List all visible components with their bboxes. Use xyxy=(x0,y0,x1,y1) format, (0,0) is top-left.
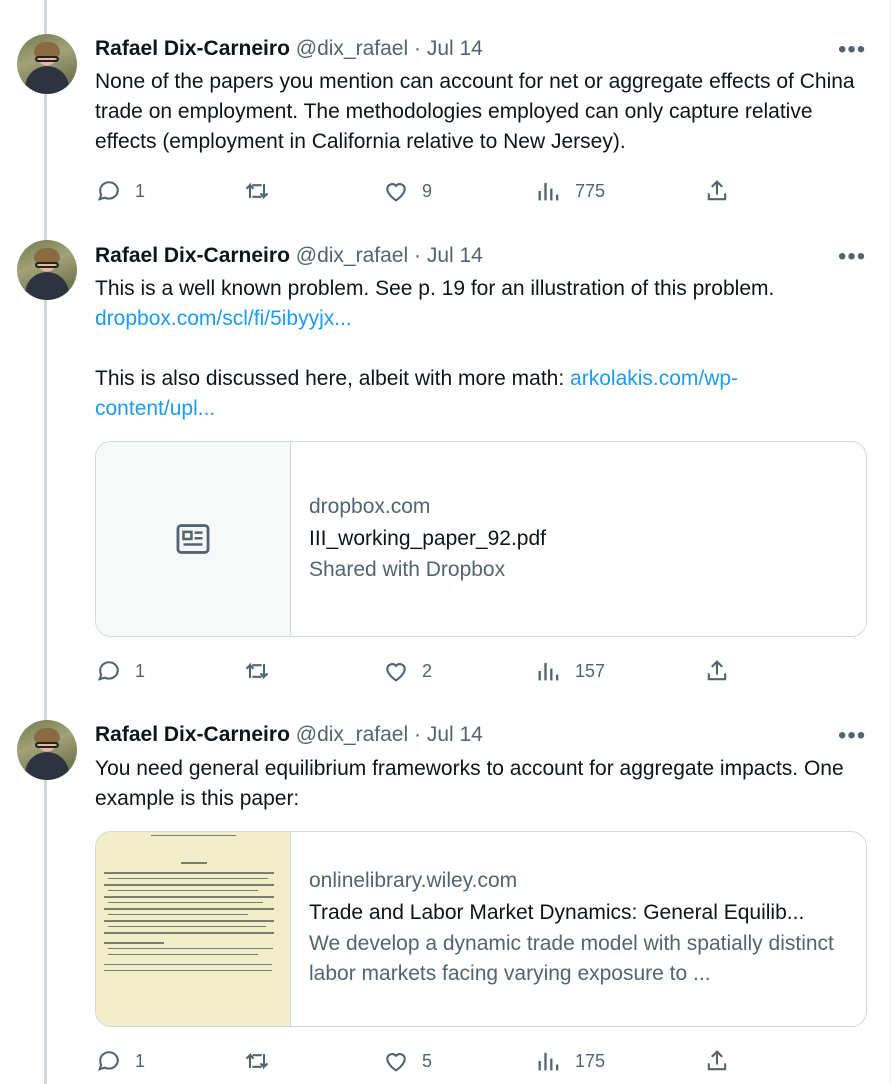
tweet-text: None of the papers you mention can account for net or aggregate effects of China trade on employment. The methodologies employed can only capture relative effects (employment in California relative to New Jersey). xyxy=(95,70,855,153)
heart-icon xyxy=(382,177,410,205)
card-description: Shared with Dropbox xyxy=(309,558,506,581)
retweet-button[interactable] xyxy=(243,1046,283,1076)
views-button[interactable] xyxy=(535,176,605,206)
view-count: 175 xyxy=(575,1050,606,1071)
more-options-icon[interactable]: ••• xyxy=(838,243,867,270)
reply-icon xyxy=(95,177,123,205)
text-line: This is a well known problem. See p. 19 for an illustration of this problem. xyxy=(95,277,775,300)
card-info xyxy=(309,866,848,989)
view-count: 157 xyxy=(575,660,606,681)
tweet-header xyxy=(95,243,483,269)
thread-connector-line xyxy=(44,0,47,1084)
retweet-button[interactable] xyxy=(243,176,283,206)
separator: · xyxy=(413,37,421,60)
reply-icon xyxy=(95,657,123,685)
link-card-dropbox[interactable] xyxy=(95,441,867,637)
share-icon xyxy=(703,657,731,685)
tweet-actions xyxy=(95,656,865,686)
tweet-text: You need general equilibrium frameworks to account for aggregate impacts. One example is this paper: xyxy=(95,757,844,810)
avatar[interactable] xyxy=(17,240,77,300)
avatar[interactable] xyxy=(17,720,77,780)
heart-icon xyxy=(382,1047,410,1075)
share-icon xyxy=(703,1047,731,1075)
like-button[interactable] xyxy=(382,656,432,686)
dropbox-link[interactable]: dropbox.com/scl/fi/5ibyyjx... xyxy=(95,307,352,330)
author-name[interactable]: Rafael Dix-Carneiro xyxy=(95,244,290,267)
arkolakis-link-cont[interactable]: content/upl... xyxy=(95,397,216,420)
timestamp[interactable]: Jul 14 xyxy=(426,37,483,60)
timestamp[interactable]: Jul 14 xyxy=(426,723,483,746)
share-button[interactable] xyxy=(703,656,731,686)
reply-button[interactable] xyxy=(95,176,145,206)
share-button[interactable] xyxy=(703,176,731,206)
like-button[interactable] xyxy=(382,176,432,206)
share-icon xyxy=(703,177,731,205)
reply-button[interactable] xyxy=(95,1046,145,1076)
view-count: 775 xyxy=(575,180,606,201)
analytics-icon xyxy=(535,177,563,205)
heart-icon xyxy=(382,657,410,685)
like-count: 2 xyxy=(422,660,433,681)
views-button[interactable] xyxy=(535,656,605,686)
author-name[interactable]: Rafael Dix-Carneiro xyxy=(95,723,290,746)
journal-contents-page xyxy=(96,832,290,1026)
link-card-wiley[interactable] xyxy=(95,831,867,1027)
reply-icon xyxy=(95,1047,123,1075)
separator: · xyxy=(413,723,421,746)
retweet-icon xyxy=(243,657,271,685)
like-count: 9 xyxy=(422,180,433,201)
tweet-header xyxy=(95,36,483,62)
card-title: III_working_paper_92.pdf xyxy=(309,527,546,550)
tweet-actions xyxy=(95,1046,865,1076)
author-handle[interactable]: @dix_rafael xyxy=(295,723,409,746)
retweet-icon xyxy=(243,1047,271,1075)
card-domain: onlinelibrary.wiley.com xyxy=(309,869,518,892)
more-options-icon[interactable]: ••• xyxy=(838,36,867,63)
avatar[interactable] xyxy=(17,34,77,94)
analytics-icon xyxy=(535,657,563,685)
card-domain: dropbox.com xyxy=(309,495,431,518)
like-button[interactable] xyxy=(382,1046,432,1076)
retweet-icon xyxy=(243,177,271,205)
views-button[interactable] xyxy=(535,1046,605,1076)
card-thumbnail xyxy=(96,832,291,1026)
column-border xyxy=(890,0,891,1084)
more-options-icon[interactable]: ••• xyxy=(838,722,867,749)
text-line: This is also discussed here, albeit with more math: xyxy=(95,367,571,390)
reply-count: 1 xyxy=(135,660,146,681)
tweet-actions xyxy=(95,176,865,206)
reply-count: 1 xyxy=(135,180,146,201)
timestamp[interactable]: Jul 14 xyxy=(426,244,483,267)
author-handle[interactable]: @dix_rafael xyxy=(295,244,409,267)
analytics-icon xyxy=(535,1047,563,1075)
reply-button[interactable] xyxy=(95,656,145,686)
author-handle[interactable]: @dix_rafael xyxy=(295,37,409,60)
tweet-header xyxy=(95,722,483,748)
reply-count: 1 xyxy=(135,1050,146,1071)
tweet-text xyxy=(95,274,865,424)
arkolakis-link[interactable]: arkolakis.com/wp- xyxy=(570,367,739,390)
separator: · xyxy=(413,244,421,267)
card-media xyxy=(96,442,291,636)
retweet-button[interactable] xyxy=(243,656,283,686)
card-title: Trade and Labor Market Dynamics: General Equilib... xyxy=(309,901,805,924)
card-info xyxy=(309,492,848,585)
share-button[interactable] xyxy=(703,1046,731,1076)
card-description: We develop a dynamic trade model with spatially distinct labor markets facing varying exposure to ... xyxy=(309,932,834,985)
article-icon xyxy=(174,520,212,558)
author-name[interactable]: Rafael Dix-Carneiro xyxy=(95,37,290,60)
like-count: 5 xyxy=(422,1050,433,1071)
